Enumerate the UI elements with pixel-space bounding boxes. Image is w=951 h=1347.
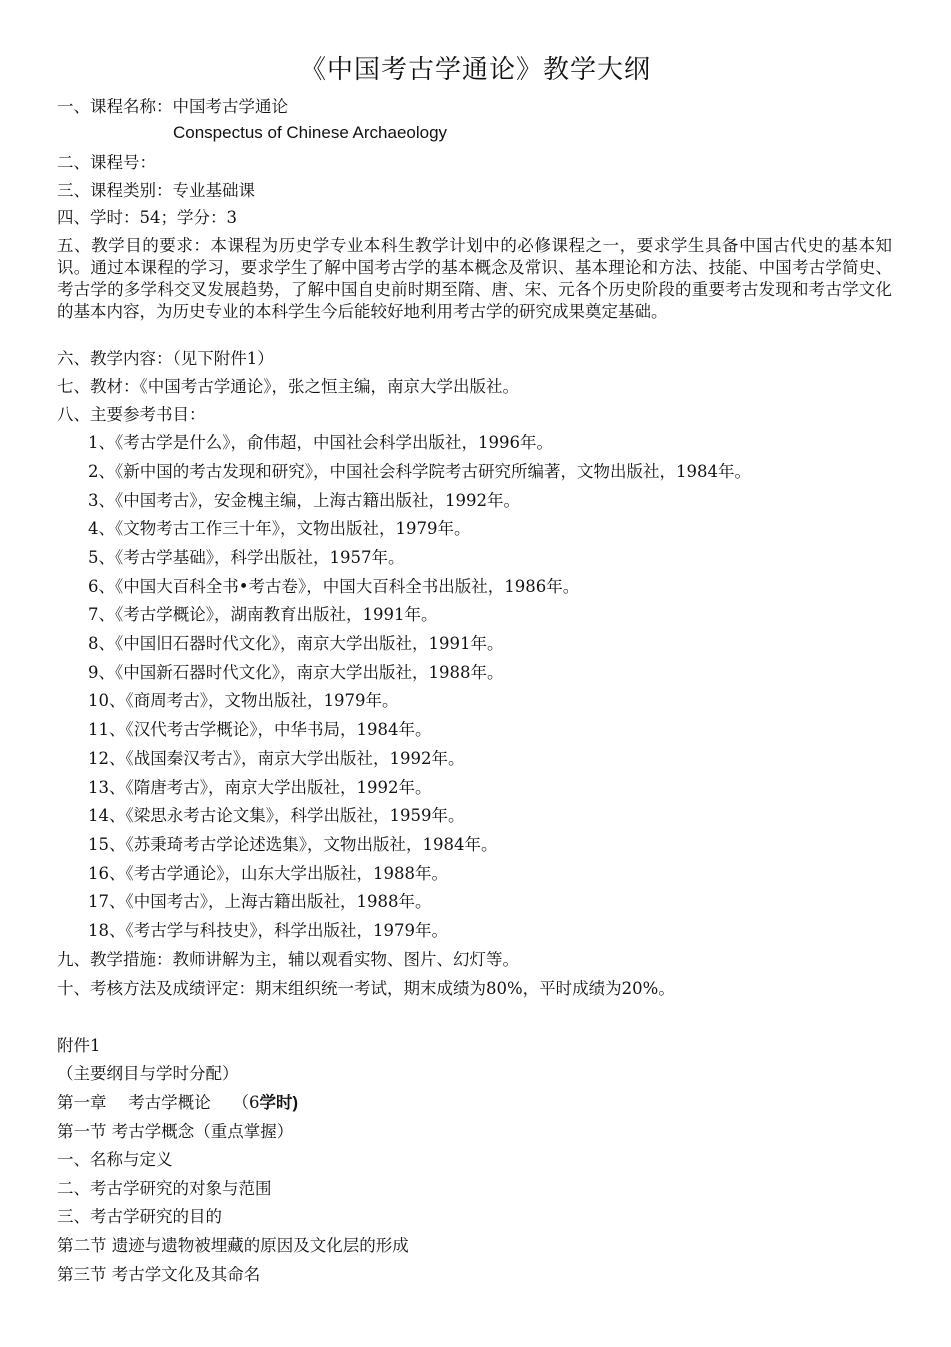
outline-item: 二、考古学研究的对象与范围	[57, 1179, 272, 1198]
chapter-heading	[57, 1092, 298, 1114]
outline-item: 三、考古学研究的目的	[57, 1207, 222, 1226]
reference-item: 3、《中国考古》，安金槐主编，上海古籍出版社，1992年。	[88, 491, 520, 510]
course-number: 二、课程号：	[57, 153, 156, 172]
course-name: 一、课程名称：中国考古学通论	[57, 97, 288, 116]
reference-item: 5、《考古学基础》，科学出版社，1957年。	[88, 548, 405, 567]
outline-item: 第三节 考古学文化及其命名	[57, 1265, 261, 1284]
reference-item: 9、《中国新石器时代文化》，南京大学出版社，1988年。	[88, 663, 504, 682]
outline-item: 第二节 遗迹与遗物被埋藏的原因及文化层的形成	[57, 1236, 409, 1255]
reference-item: 12、《战国秦汉考古》，南京大学出版社，1992年。	[88, 749, 465, 768]
reference-item: 18、《考古学与科技史》，科学出版社，1979年。	[88, 921, 448, 940]
appendix-label: 附件1	[57, 1036, 101, 1055]
document-title: 《中国考古学通论》教学大纲	[299, 55, 651, 85]
course-hours: 四、学时：54；学分：3	[57, 208, 237, 227]
reference-item: 4、《文物考古工作三十年》，文物出版社，1979年。	[88, 519, 471, 538]
teaching-measures: 九、教学措施：教师讲解为主，辅以观看实物、图片、幻灯等。	[57, 950, 519, 969]
references-heading: 八、主要参考书目：	[57, 405, 206, 424]
reference-item: 15、《苏秉琦考古学论述选集》，文物出版社，1984年。	[88, 835, 498, 854]
appendix-subtitle: （主要纲目与学时分配）	[57, 1064, 239, 1083]
reference-item: 8、《中国旧石器时代文化》，南京大学出版社，1991年。	[88, 634, 504, 653]
reference-item: 14、《梁思永考古论文集》，科学出版社，1959年。	[88, 806, 465, 825]
reference-item: 11、《汉代考古学概论》，中华书局，1984年。	[88, 720, 432, 739]
outline-item: 一、名称与定义	[57, 1150, 173, 1169]
course-type: 三、课程类别：专业基础课	[57, 181, 255, 200]
outline-item: 第一节 考古学概念（重点掌握）	[57, 1122, 294, 1141]
chapter-title: 第一章 考古学概论 （6	[57, 1093, 260, 1112]
textbook: 七、教材：《中国考古学通论》，张之恒主编，南京大学出版社。	[57, 377, 519, 396]
course-name-english: Conspectus of Chinese Archaeology	[173, 123, 448, 142]
reference-item: 17、《中国考古》，上海古籍出版社，1988年。	[88, 892, 432, 911]
assessment-method: 十、考核方法及成绩评定：期末组织统一考试，期末成绩为80%，平时成绩为20%。	[57, 979, 675, 998]
reference-item: 7、《考古学概论》，湖南教育出版社，1991年。	[88, 605, 438, 624]
reference-item: 1、《考古学是什么》，俞伟超，中国社会科学出版社，1996年。	[88, 433, 553, 452]
teaching-content: 六、教学内容：（见下附件1）	[57, 349, 274, 368]
chapter-hours: 学时)	[259, 1094, 298, 1112]
reference-item: 6、《中国大百科全书•考古卷》，中国大百科全书出版社，1986年。	[88, 577, 580, 596]
reference-item: 2、《新中国的考古发现和研究》，中国社会科学院考古研究所编著，文物出版社，1984年。	[88, 462, 751, 481]
reference-item: 10、《商周考古》，文物出版社，1979年。	[88, 691, 399, 710]
teaching-objectives: 五、教学目的要求：本课程为历史学专业本科生教学计划中的必修课程之一，要求学生具备中国古代史的基本知识。通过本课程的学习，要求学生了解中国考古学的基本概念及常识、基本理论和方法、技能、中国考古学简史、考古学的多学科交叉发展趋势，了解中国自史前时期至隋、唐、宋、元各个历史阶段的重要考古发现和考古学文化的基本内容，为历史专业的本科学生今后能较好地利用考古学的研究成果奠定基础。	[57, 236, 892, 321]
reference-item: 16、《考古学通论》，山东大学出版社，1988年。	[88, 864, 448, 883]
reference-item: 13、《隋唐考古》，南京大学出版社，1992年。	[88, 778, 432, 797]
